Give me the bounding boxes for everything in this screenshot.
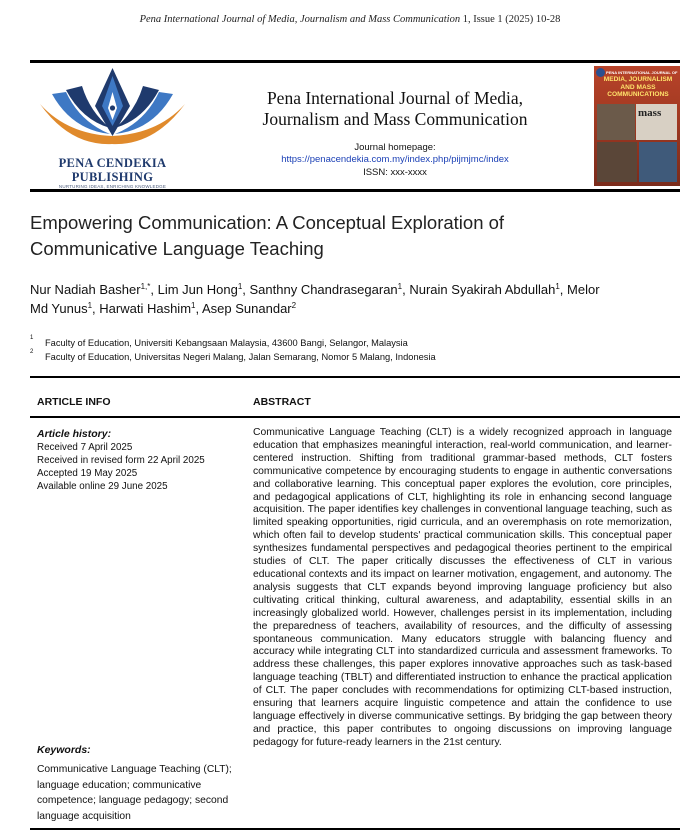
cover-photo [639,142,677,182]
author-affiliation-mark: 1 [191,301,196,310]
logo-tagline: NURTURING IDEAS, ENRICHING KNOWLEDGE [58,184,167,189]
logo-line2: PUBLISHING [71,170,154,184]
author-affiliation-mark: 1,* [140,282,151,291]
info-header-rule [30,416,680,418]
received-date: Received 7 April 2025 [37,442,133,453]
author-name: Md Yunus [30,301,88,316]
author-affiliation-mark: 2 [291,301,297,310]
paper-title [30,210,680,262]
affiliation-text: Faculty of Education, Universiti Kebangsaan Malaysia, 43600 Bangi, Selangor, Malaysia [45,338,408,348]
journal-title-line2: Journalism and Mass Communication [262,109,528,129]
author-name: Nur Nadiah Basher [30,282,141,297]
journal-cover-image [594,66,680,186]
cover-photo-word: mass [638,107,662,119]
journal-title-line1: Pena International Journal of Media, [266,88,524,108]
author-name: Nurain Syakirah Abdullah [409,282,556,297]
keywords-text: Communicative Language Teaching (CLT); language education; communicative competence; language pedagogy; second language acquisition [37,764,232,822]
logo-emblem-icon [30,64,195,156]
affiliation-number: 1 [30,335,34,341]
homepage-link[interactable]: https://penacendekia.com.my/index.php/pijmjmc/index [281,154,509,165]
issn: ISSN: xxx-xxxx [363,167,427,178]
article-history-label: Article history: [37,428,112,440]
author-name: Lim Jun Hong [157,282,238,297]
online-date: Available online 29 June 2025 [37,481,168,492]
homepage-label: Journal homepage: [354,142,436,153]
article-info-heading: ARTICLE INFO [37,396,111,408]
author-affiliation-mark: 1 [397,282,403,291]
logo-line1: PENA CENDEKIA [58,156,167,170]
journal-title [200,88,590,130]
header-top-rule [30,60,680,63]
info-top-rule [30,376,680,378]
affiliation-text: Faculty of Education, Universitas Negeri Malang, Jalan Semarang, Nomor 5 Malang, Indonesia [45,352,436,362]
abstract-text: Communicative Language Teaching (CLT) is a widely recognized approach in language education that emphasizes meaningful interaction, real-world communication, and learner-centered instruction. Shifting from traditional grammar-based methods, CLT fosters communicative competence by encouraging students to engage in authentic conversations and collaborative learning. This conceptual paper explores the evolution, core principles, and pedagogical applications of CLT, highlighting its role in enhancing second language acquisition. The paper identifies key challenges in conventional language teaching, such as limited speaking opportunities, rigid curricula, and an overemphasis on rote memorization, which often fail to develop students' practical communication skills. This conceptual paper synthesizes fundamental perspectives and pedagogical theories pertinent to the empirical studies of CLT. The paper critically discusses the effectiveness of CLT in various educational contexts and its impact on learner motivation, engagement, and autonomy. The analysis suggests that CLT expands beyond improving language proficiency but also cultivating critical thinking, cultural awareness, and adaptability, essential skills in an increasingly globalized world. However, challenges persist in its implementation, including the preparedness of teachers, availability of resources, and the difficulty of assessing spontaneous communication. Many educators struggle with balancing fluency and accuracy while integrating CLT into standardized curricula and assessment frameworks. To address these challenges, this paper explores innovative approaches such as task-based language teaching (TBLT) and differentiated instruction to enhance the practical application of CLT. The paper concludes with recommendations for optimizing CLT-based instruction, ensuring that learners acquire linguistic competence and attain the confidence to use language effectively in diverse communicative settings. By bridging the gap between theory and practice, this paper contributes to ongoing discussions on improving language pedagogy for future-ready learners in the 21st century. [253,427,672,748]
author-affiliation-mark: 1 [555,282,560,291]
author-affiliation-mark: 1 [237,282,243,291]
author-name: Asep Sunandar [202,301,292,316]
publisher-logo [30,64,195,189]
author-line: Md Yunus$^1$, Harwati Hashim$^1$, Asep Sunandar$^2$ [30,301,297,316]
revised-date: Received in revised form 22 April 2025 [37,455,205,466]
paper-title-line2: Communicative Language Teaching [30,238,324,259]
author-line: Nur Nadiah Basher$^{1,*}$, Lim Jun Hong$^1$, Santhny Chandrasegaran$^1$, Nurain Syakirah Abdullah$^1$, Melor [30,282,600,297]
running-head-issue: 1, Issue 1 (2025) 10-28 [462,14,561,25]
running-head [0,14,700,25]
author-name: Melor [567,282,600,297]
cover-top-text: PENA INTERNATIONAL JOURNAL OF [606,70,678,75]
cover-photo [597,104,635,140]
affiliation-number: 2 [30,349,34,355]
author-list [30,280,680,318]
info-bottom-rule [30,828,680,830]
cover-title-text: MEDIA, JOURNALISM AND MASS COMMUNICATIONS [603,76,673,98]
abstract-heading: ABSTRACT [253,396,311,408]
author-affiliation-mark: 1 [87,301,93,310]
cover-photo [597,142,637,182]
author-name: Harwati Hashim [99,301,192,316]
accepted-date: Accepted 19 May 2025 [37,468,138,479]
running-head-journal: Pena International Journal of Media, Journalism and Mass Communication [139,14,461,25]
keywords-label: Keywords: [37,744,91,756]
author-name: Santhny Chandrasegaran [249,282,398,297]
header-bottom-rule [30,189,680,192]
paper-title-line1: Empowering Communication: A Conceptual Exploration of [30,212,505,233]
